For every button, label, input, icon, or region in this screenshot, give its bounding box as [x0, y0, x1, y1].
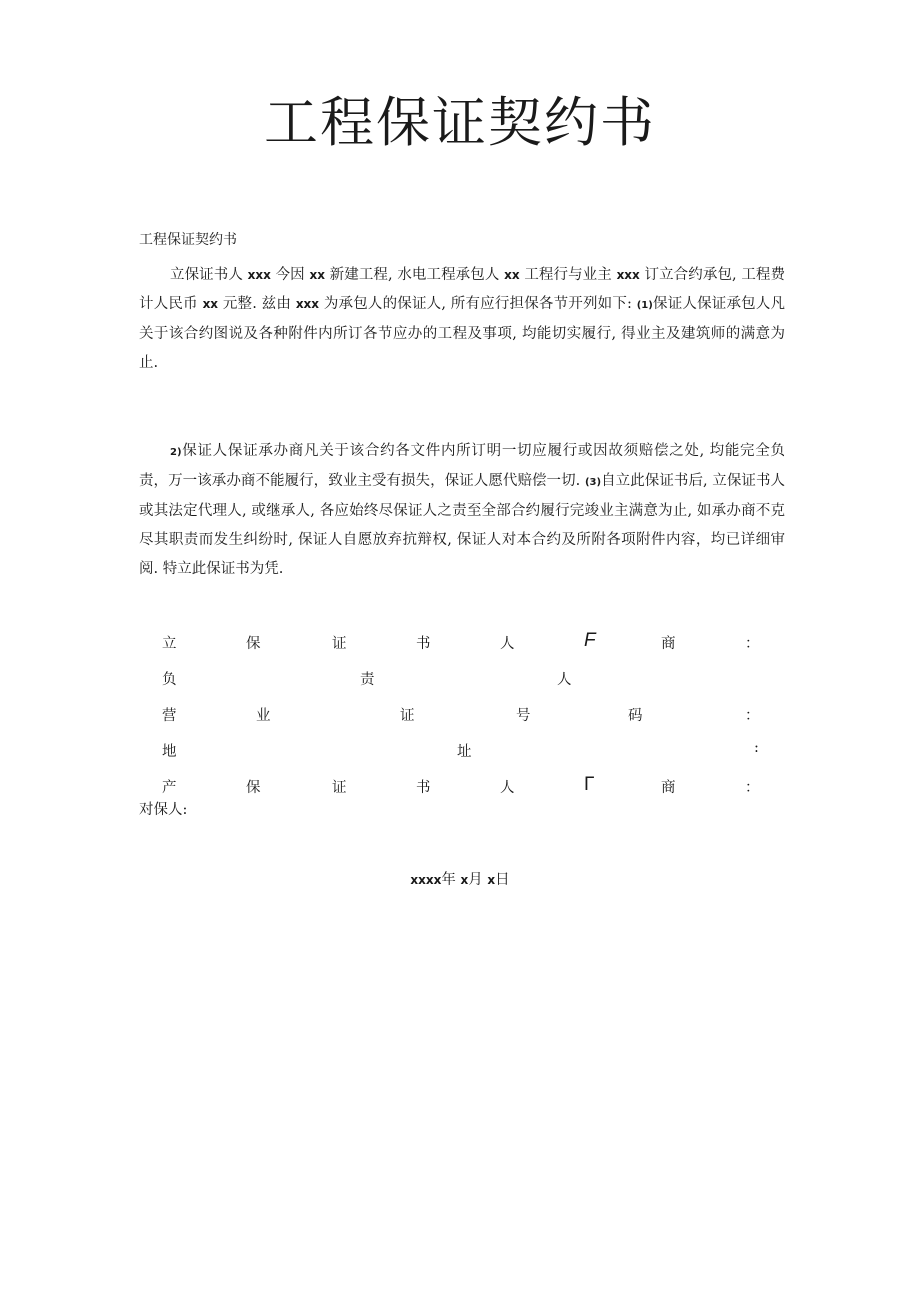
- placeholder-value: xx: [202, 297, 219, 311]
- placeholder-value: xxx: [616, 268, 640, 282]
- date-year-unit: 年: [441, 872, 456, 888]
- text: 元整. 兹由: [218, 296, 296, 312]
- item-marker: 2): [170, 447, 182, 458]
- sig-row3-char: 证: [400, 708, 415, 724]
- sig-row5-char: 保: [246, 780, 261, 796]
- sig-row5-char: 产: [162, 780, 177, 796]
- document-title: 工程保证契约书: [264, 91, 656, 154]
- sig-row5-char: 商: [661, 780, 676, 796]
- sig-row3-char: 业: [256, 708, 271, 724]
- paragraph-2: [139, 437, 785, 584]
- sig-row1-char: 商: [661, 636, 676, 652]
- paragraph-1: [139, 261, 785, 378]
- date-line: [0, 868, 920, 889]
- sig-row3-char: 号: [516, 708, 531, 724]
- text: 为承包人的保证人, 所有应行担保各节开列如下:: [319, 296, 637, 312]
- sig-row3-char: 码: [628, 708, 643, 724]
- date-day-unit: 日: [495, 872, 510, 888]
- sig-row1-symbol: F: [584, 630, 596, 651]
- date-day: x: [487, 873, 496, 887]
- text: 自立此保证书后, 立保证书人或其法定代理人, 或继承人, 各应始终尽保证人之责至全部合约履行完竣业主满意为止, 如承办商不克尽其职责而发生纠纷时, 保证人自愿放弃抗辩权, 保证人对本合约及所附各项附件内容，均已详细审阅. 特立此保证书为凭.: [139, 473, 786, 577]
- sig-row1-colon: ：: [745, 636, 760, 652]
- date-month: x: [460, 873, 469, 887]
- text: 订立合约承包, 工程费计人民币: [139, 267, 786, 312]
- placeholder-value: xx: [309, 268, 325, 282]
- text: 今因: [270, 267, 310, 283]
- sig-row4-char: 地: [162, 744, 177, 760]
- sig-row2-char: 负: [162, 672, 177, 688]
- sig-row5-colon: ：: [745, 780, 760, 796]
- document-subtitle: 工程保证契约书: [139, 232, 237, 248]
- sig-row1-char: 人: [500, 636, 515, 652]
- text: 保证人保证承包人凡关于该合约图说及各种附件内所订各节应办的工程及事项, 均能切实履行, 得业主及建筑师的满意为止.: [139, 296, 786, 371]
- sig-row1-char: 保: [246, 636, 261, 652]
- date-month-unit: 月: [468, 872, 483, 888]
- text: 保证人保证承办商凡关于该合约各文件内所订明一切应履行或因故须赔偿之处, 均能完全负责，万一该承办商不能履行，致业主受有损失，保证人愿代赔偿一切.: [139, 443, 785, 489]
- text: 工程行与业主: [519, 267, 617, 283]
- placeholder-value: xxx: [295, 297, 320, 311]
- item-marker: (1): [636, 300, 653, 311]
- text: 新建工程, 水电工程承包人: [324, 267, 505, 283]
- sig-row2-char: 人: [557, 672, 572, 688]
- sig-row3-colon: ：: [745, 708, 760, 724]
- sig-row1-char: 书: [416, 636, 431, 652]
- guarantor-label: 对保人:: [139, 802, 188, 818]
- placeholder-value: xxx: [247, 268, 271, 282]
- sig-row5-char: 书: [416, 780, 431, 796]
- placeholder-value: xx: [504, 268, 520, 282]
- item-marker: (3): [584, 477, 602, 488]
- sig-row1-char: 立: [162, 636, 177, 652]
- sig-row4-colon: :: [754, 740, 759, 756]
- sig-row2-char: 责: [360, 672, 375, 688]
- sig-row1-char: 证: [332, 636, 347, 652]
- sig-row4-char: 址: [457, 744, 472, 760]
- sig-row3-char: 营: [162, 708, 177, 724]
- text: 立保证书人: [170, 267, 248, 283]
- sig-row5-symbol: Γ: [584, 774, 595, 795]
- sig-row5-char: 证: [332, 780, 347, 796]
- date-year: xxxx: [410, 873, 442, 887]
- sig-row5-char: 人: [500, 780, 515, 796]
